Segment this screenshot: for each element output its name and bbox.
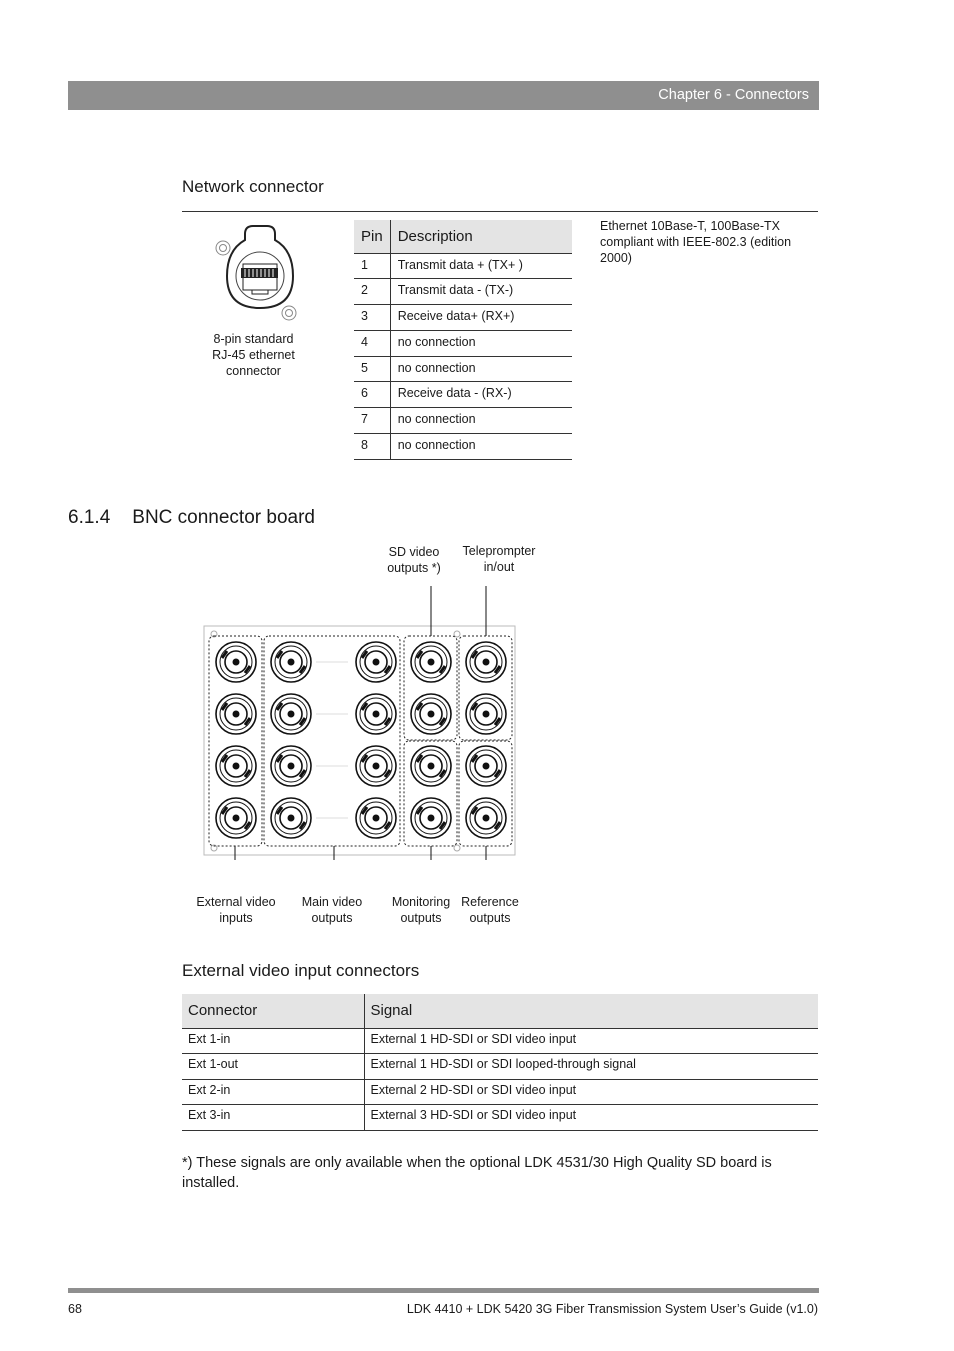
rj45-caption: 8-pin standard RJ-45 ethernet connector [212,332,295,378]
ethernet-note: Ethernet 10Base-T, 100Base-TX compliant with IEEE-802.3 (edition 2000) [600,219,792,265]
section-number: 6.1.4 [68,507,111,528]
bnc-connector-icon [216,694,256,734]
table-row: 2 Transmit data - (TX-) [354,279,572,305]
bnc-connector-icon [216,798,256,838]
chapter-header-bar [68,81,819,110]
main-video-outputs-label: Main video outputs [301,895,363,925]
sd-video-outputs-label: SD video outputs *) [387,545,441,575]
footnote: *) These signals are only available when the optional LDK 4531/30 High Quality SD board is installed. [182,1155,772,1191]
bnc-connector-icon [216,746,256,786]
bnc-connector-icon [271,694,311,734]
section-heading-bnc [68,507,315,529]
bnc-connector-icon [411,694,451,734]
table-row: 5 no connection [354,356,572,382]
section-rule [182,211,818,212]
table-row: Ext 1-in External 1 HD-SDI or SDI video input [182,1028,818,1054]
teleprompter-label: Teleprompter in/out [462,544,536,574]
table-row: 3 Receive data+ (RX+) [354,305,572,331]
chapter-title: Chapter 6 - Connectors [658,87,809,103]
reference-outputs-label: Reference outputs [461,895,519,925]
bnc-connector-icon [356,798,396,838]
table-header-row [182,994,818,1028]
bnc-connector-icon [411,798,451,838]
table-row: Ext 2-in External 2 HD-SDI or SDI video input [182,1079,818,1105]
bnc-connector-icon [356,746,396,786]
pin-header: Pin [354,220,390,253]
network-pin-table [354,220,572,460]
table-row: 1 Transmit data + (TX+ ) [354,253,572,279]
bnc-connector-icon [411,746,451,786]
bnc-connector-icon [466,798,506,838]
network-connector-heading: Network connector [182,177,324,196]
signal-header: Signal [364,994,818,1028]
bnc-connector-icon [356,694,396,734]
table-row: Ext 3-in External 3 HD-SDI or SDI video input [182,1105,818,1131]
table-row: Ext 1-out External 1 HD-SDI or SDI looped-through signal [182,1054,818,1080]
table-row: 7 no connection [354,408,572,434]
page-number: 68 [68,1302,82,1316]
table-row: 4 no connection [354,330,572,356]
connector-header: Connector [182,994,364,1028]
external-input-table [182,994,818,1131]
footer-bar [68,1288,819,1293]
section-title: BNC connector board [132,507,315,528]
bnc-connector-icon [356,642,396,682]
bnc-connector-icon [216,642,256,682]
monitoring-outputs-label: Monitoring outputs [391,895,451,925]
description-header: Description [390,220,572,253]
bnc-connector-icon [466,694,506,734]
bnc-connector-icon [466,642,506,682]
bnc-connector-icon [411,642,451,682]
table-row: 6 Receive data - (RX-) [354,382,572,408]
bnc-connector-icon [271,746,311,786]
table-row: 8 no connection [354,434,572,460]
bnc-board-diagram [200,580,520,860]
table-header-row [354,220,572,253]
external-video-input-heading: External video input connectors [182,961,420,980]
rj45-connector-illustration [205,220,315,330]
bnc-connector-icon [271,642,311,682]
bnc-connector-icon [466,746,506,786]
bnc-connector-icon [271,798,311,838]
external-video-inputs-label: External video inputs [196,895,276,925]
document-title: LDK 4410 + LDK 5420 3G Fiber Transmission System User’s Guide (v1.0) [406,1302,818,1316]
